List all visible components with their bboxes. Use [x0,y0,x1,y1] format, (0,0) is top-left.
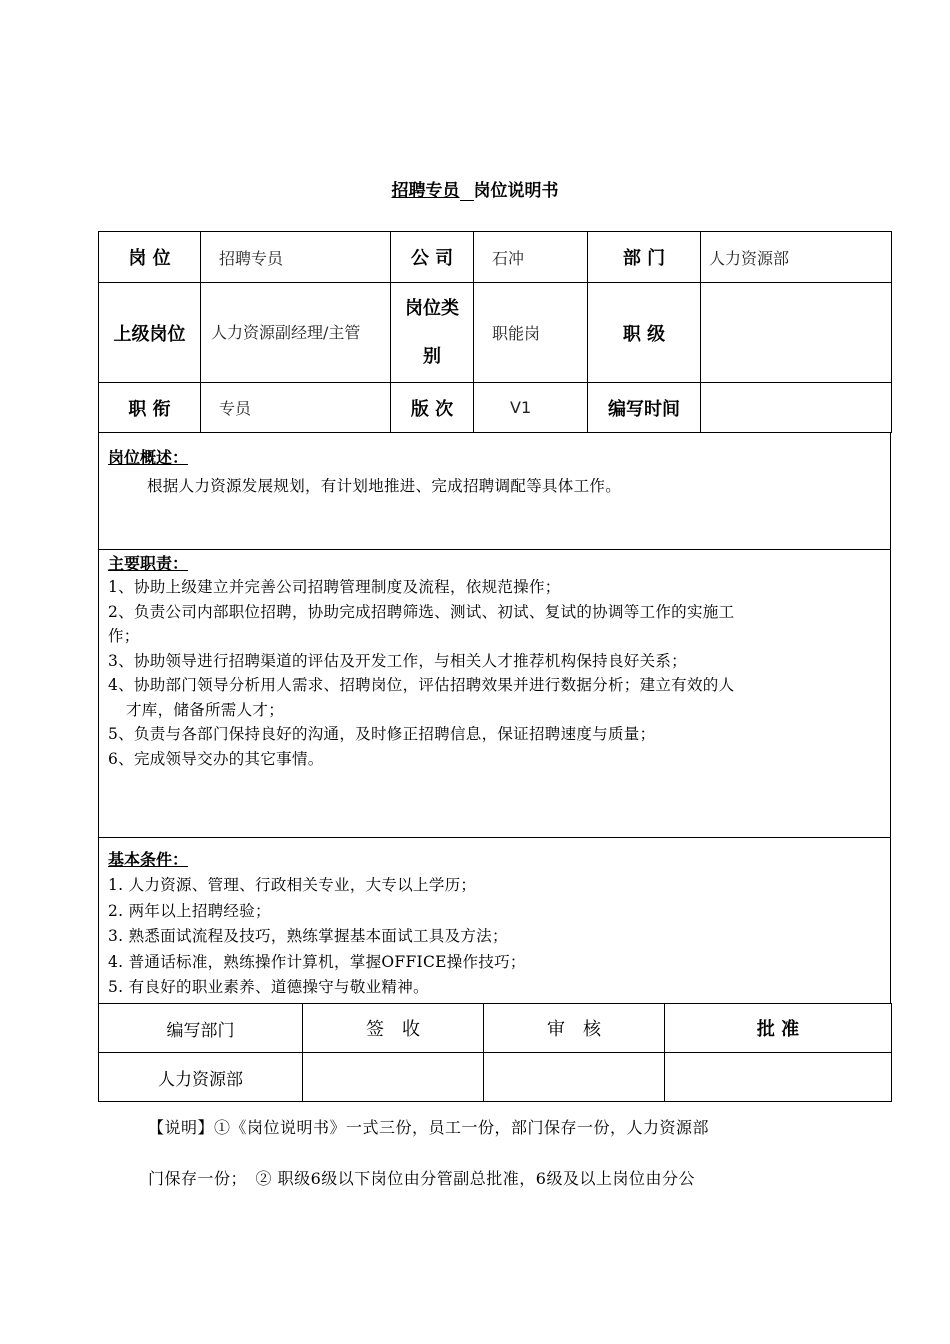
label-category [391,283,474,383]
duty-item: 作； [108,627,140,645]
value-approve [665,1053,892,1102]
header-review: 审 核 [484,1004,665,1053]
requirement-item: 2. 两年以上招聘经验； [108,901,271,920]
value-writing-dept: 人力资源部 [99,1053,303,1102]
header-writing-dept: 编写部门 [99,1004,303,1053]
value-department: 人力资源部 [701,232,892,283]
requirement-item: 4. 普通话标准，熟练操作计算机，掌握OFFICE操作技巧； [108,952,526,971]
header-approve: 批 准 [665,1004,892,1053]
overview-text: 根据人力资源发展规划，有计划地推进、完成招聘调配等具体工作。 [147,477,622,495]
requirements-heading: 基本条件： [108,850,189,869]
label-title: 职 衔 [99,383,201,433]
duty-item: 6、完成领导交办的其它事情。 [108,749,324,768]
value-category: 职能岗 [474,283,588,383]
label-position: 岗 位 [99,232,201,283]
label-company: 公 司 [391,232,474,283]
value-title: 专员 [201,383,391,433]
value-written-time [701,383,892,433]
label-department: 部 门 [588,232,701,283]
title-underline-gap [460,186,474,201]
document-title [0,176,950,201]
duties-list [99,575,890,771]
label-superior: 上级岗位 [99,283,201,383]
signoff-table [98,1003,892,1102]
value-superior [201,283,391,383]
overview-section [98,433,891,550]
value-superior-text: 人力资源副经理/主管 [211,322,361,342]
value-grade [701,283,892,383]
label-category-line1: 岗位类 [405,297,459,319]
job-info-table [98,231,892,433]
overview-heading: 岗位概述： [108,448,189,467]
header-receive: 签 收 [303,1004,484,1053]
duty-item: 1、协助上级建立并完善公司招聘管理制度及流程，依规范操作； [108,578,561,596]
value-review [484,1053,665,1102]
title-part2: 岗位说明书 [473,181,559,201]
duties-heading: 主要职责： [108,554,189,573]
requirements-section [98,837,891,1004]
title-part1: 招聘专员 [391,181,460,201]
value-receive [303,1053,484,1102]
duty-item: 5、负责与各部门保持良好的沟通，及时修正招聘信息，保证招聘速度与质量； [108,725,656,743]
duty-item: 2、负责公司内部职位招聘，协助完成招聘筛选、测试、初试、复试的协调等工作的实施工 [108,602,735,621]
note-line-2: 门保存一份； ② 职级6级以下岗位由分管副总批准，6级及以上岗位由分公 [148,1169,695,1188]
value-version: V1 [474,383,588,433]
label-version: 版 次 [391,383,474,433]
requirements-list [99,873,890,1001]
requirement-item: 5. 有良好的职业素养、道德操守与敬业精神。 [108,978,429,996]
requirement-item: 3. 熟悉面试流程及技巧，熟练掌握基本面试工具及方法； [108,927,508,945]
label-grade: 职 级 [588,283,701,383]
value-company: 石冲 [474,232,588,283]
duty-item: 才库，储备所需人才； [126,700,285,719]
duty-item: 3、协助领导进行招聘渠道的评估及开发工作，与相关人才推荐机构保持良好关系； [108,651,687,670]
label-category-line2: 别 [423,345,441,367]
label-written-time: 编写时间 [588,383,701,433]
duty-item: 4、协助部门领导分析用人需求、招聘岗位，评估招聘效果并进行数据分析；建立有效的人 [108,676,735,694]
value-position: 招聘专员 [201,232,391,283]
duties-section [98,549,891,838]
note-line-1: 【说明】①《岗位说明书》一式三份，员工一份，部门保存一份，人力资源部 [148,1118,710,1137]
requirement-item: 1. 人力资源、管理、行政相关专业，大专以上学历； [108,876,477,894]
